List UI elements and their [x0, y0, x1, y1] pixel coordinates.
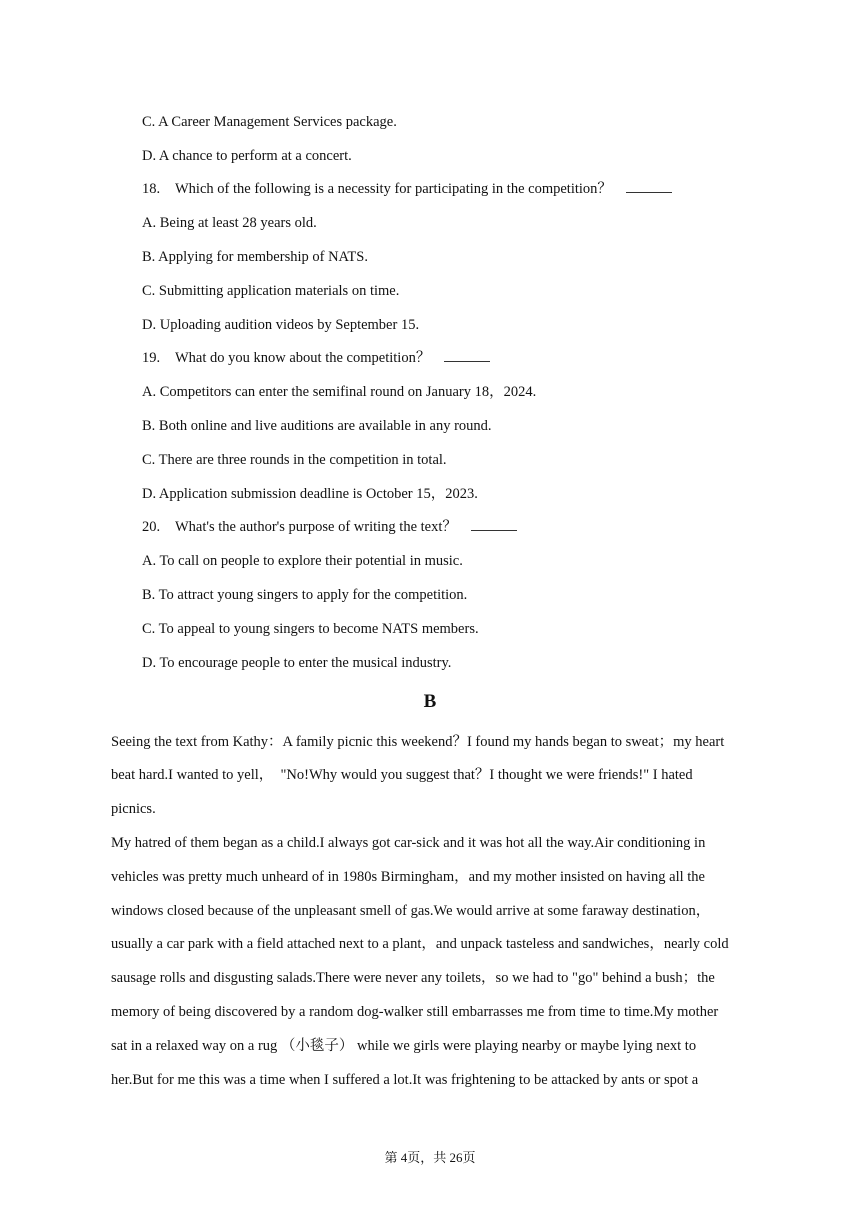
paragraph-line: vehicles was pretty much unheard of in 1980s Birmingham，and my mother insisted on having all the	[111, 869, 705, 885]
paragraph-line: sat in a relaxed way on a rug （小毯子） while we girls were playing nearby or maybe lying next to	[111, 1038, 697, 1054]
q18-option-a: A. Being at least 28 years old.	[142, 215, 317, 231]
q19-number: 19.	[142, 350, 161, 366]
section-heading: B	[423, 691, 437, 712]
paragraph-line: her.But for me this was a time when I suffered a lot.It was frightening to be attacked by ants or spot a	[111, 1072, 699, 1088]
q19-answer-blank[interactable]	[444, 349, 490, 362]
q17-option-c: C. A Career Management Services package.	[142, 114, 397, 130]
q18-answer-blank[interactable]	[626, 180, 672, 193]
q20-option-a: A. To call on people to explore their potential in music.	[142, 553, 463, 569]
q20-answer-blank[interactable]	[471, 518, 517, 531]
q20-stem-line	[142, 517, 517, 537]
q19-stem-line	[142, 348, 490, 368]
paragraph-line: memory of being discovered by a random dog-walker still embarrasses me from time to time.My mother	[111, 1004, 719, 1020]
q18-option-c: C. Submitting application materials on time.	[142, 283, 400, 299]
paragraph-line: sausage rolls and disgusting salads.There were never any toilets，so we had to "go" behind a bush；the	[111, 970, 715, 986]
q18-number: 18.	[142, 181, 161, 197]
paragraph-line: My hatred of them began as a child.I always got car-sick and it was hot all the way.Air conditioning in	[111, 835, 706, 851]
q20-option-c: C. To appeal to young singers to become NATS members.	[142, 621, 479, 637]
q19-stem: What do you know about the competition？	[175, 350, 431, 366]
q19-option-a: A. Competitors can enter the semifinal round on January 18，2024.	[142, 384, 537, 400]
paragraph-line: usually a car park with a field attached next to a plant，and unpack tasteless and sandwiches，nearly cold	[111, 936, 729, 952]
q19-option-c: C. There are three rounds in the competition in total.	[142, 452, 447, 468]
q20-number: 20.	[142, 519, 161, 535]
paragraph-line: beat hard.I wanted to yell， "No!Why would you suggest that？I thought we were friends!" I hated	[111, 767, 693, 783]
paragraph-line: picnics.	[111, 801, 156, 817]
q18-option-d: D. Uploading audition videos by September 15.	[142, 317, 420, 333]
page-footer: 第 4页，共 26页	[384, 1150, 476, 1165]
q18-option-b: B. Applying for membership of NATS.	[142, 249, 368, 265]
q18-stem-line	[142, 179, 672, 199]
q20-option-b: B. To attract young singers to apply for the competition.	[142, 587, 468, 603]
q17-option-d: D. A chance to perform at a concert.	[142, 148, 352, 164]
q20-stem: What's the author's purpose of writing the text？	[175, 519, 457, 535]
q19-option-d: D. Application submission deadline is October 15，2023.	[142, 486, 478, 502]
q19-option-b: B. Both online and live auditions are available in any round.	[142, 418, 492, 434]
q18-stem: Which of the following is a necessity for participating in the competition？	[175, 181, 612, 197]
paragraph-line: windows closed because of the unpleasant smell of gas.We would arrive at some faraway destination，	[111, 903, 711, 919]
q20-option-d: D. To encourage people to enter the musical industry.	[142, 655, 452, 671]
paragraph-line: Seeing the text from Kathy：A family picnic this weekend？I found my hands began to sweat；my heart	[111, 734, 725, 750]
